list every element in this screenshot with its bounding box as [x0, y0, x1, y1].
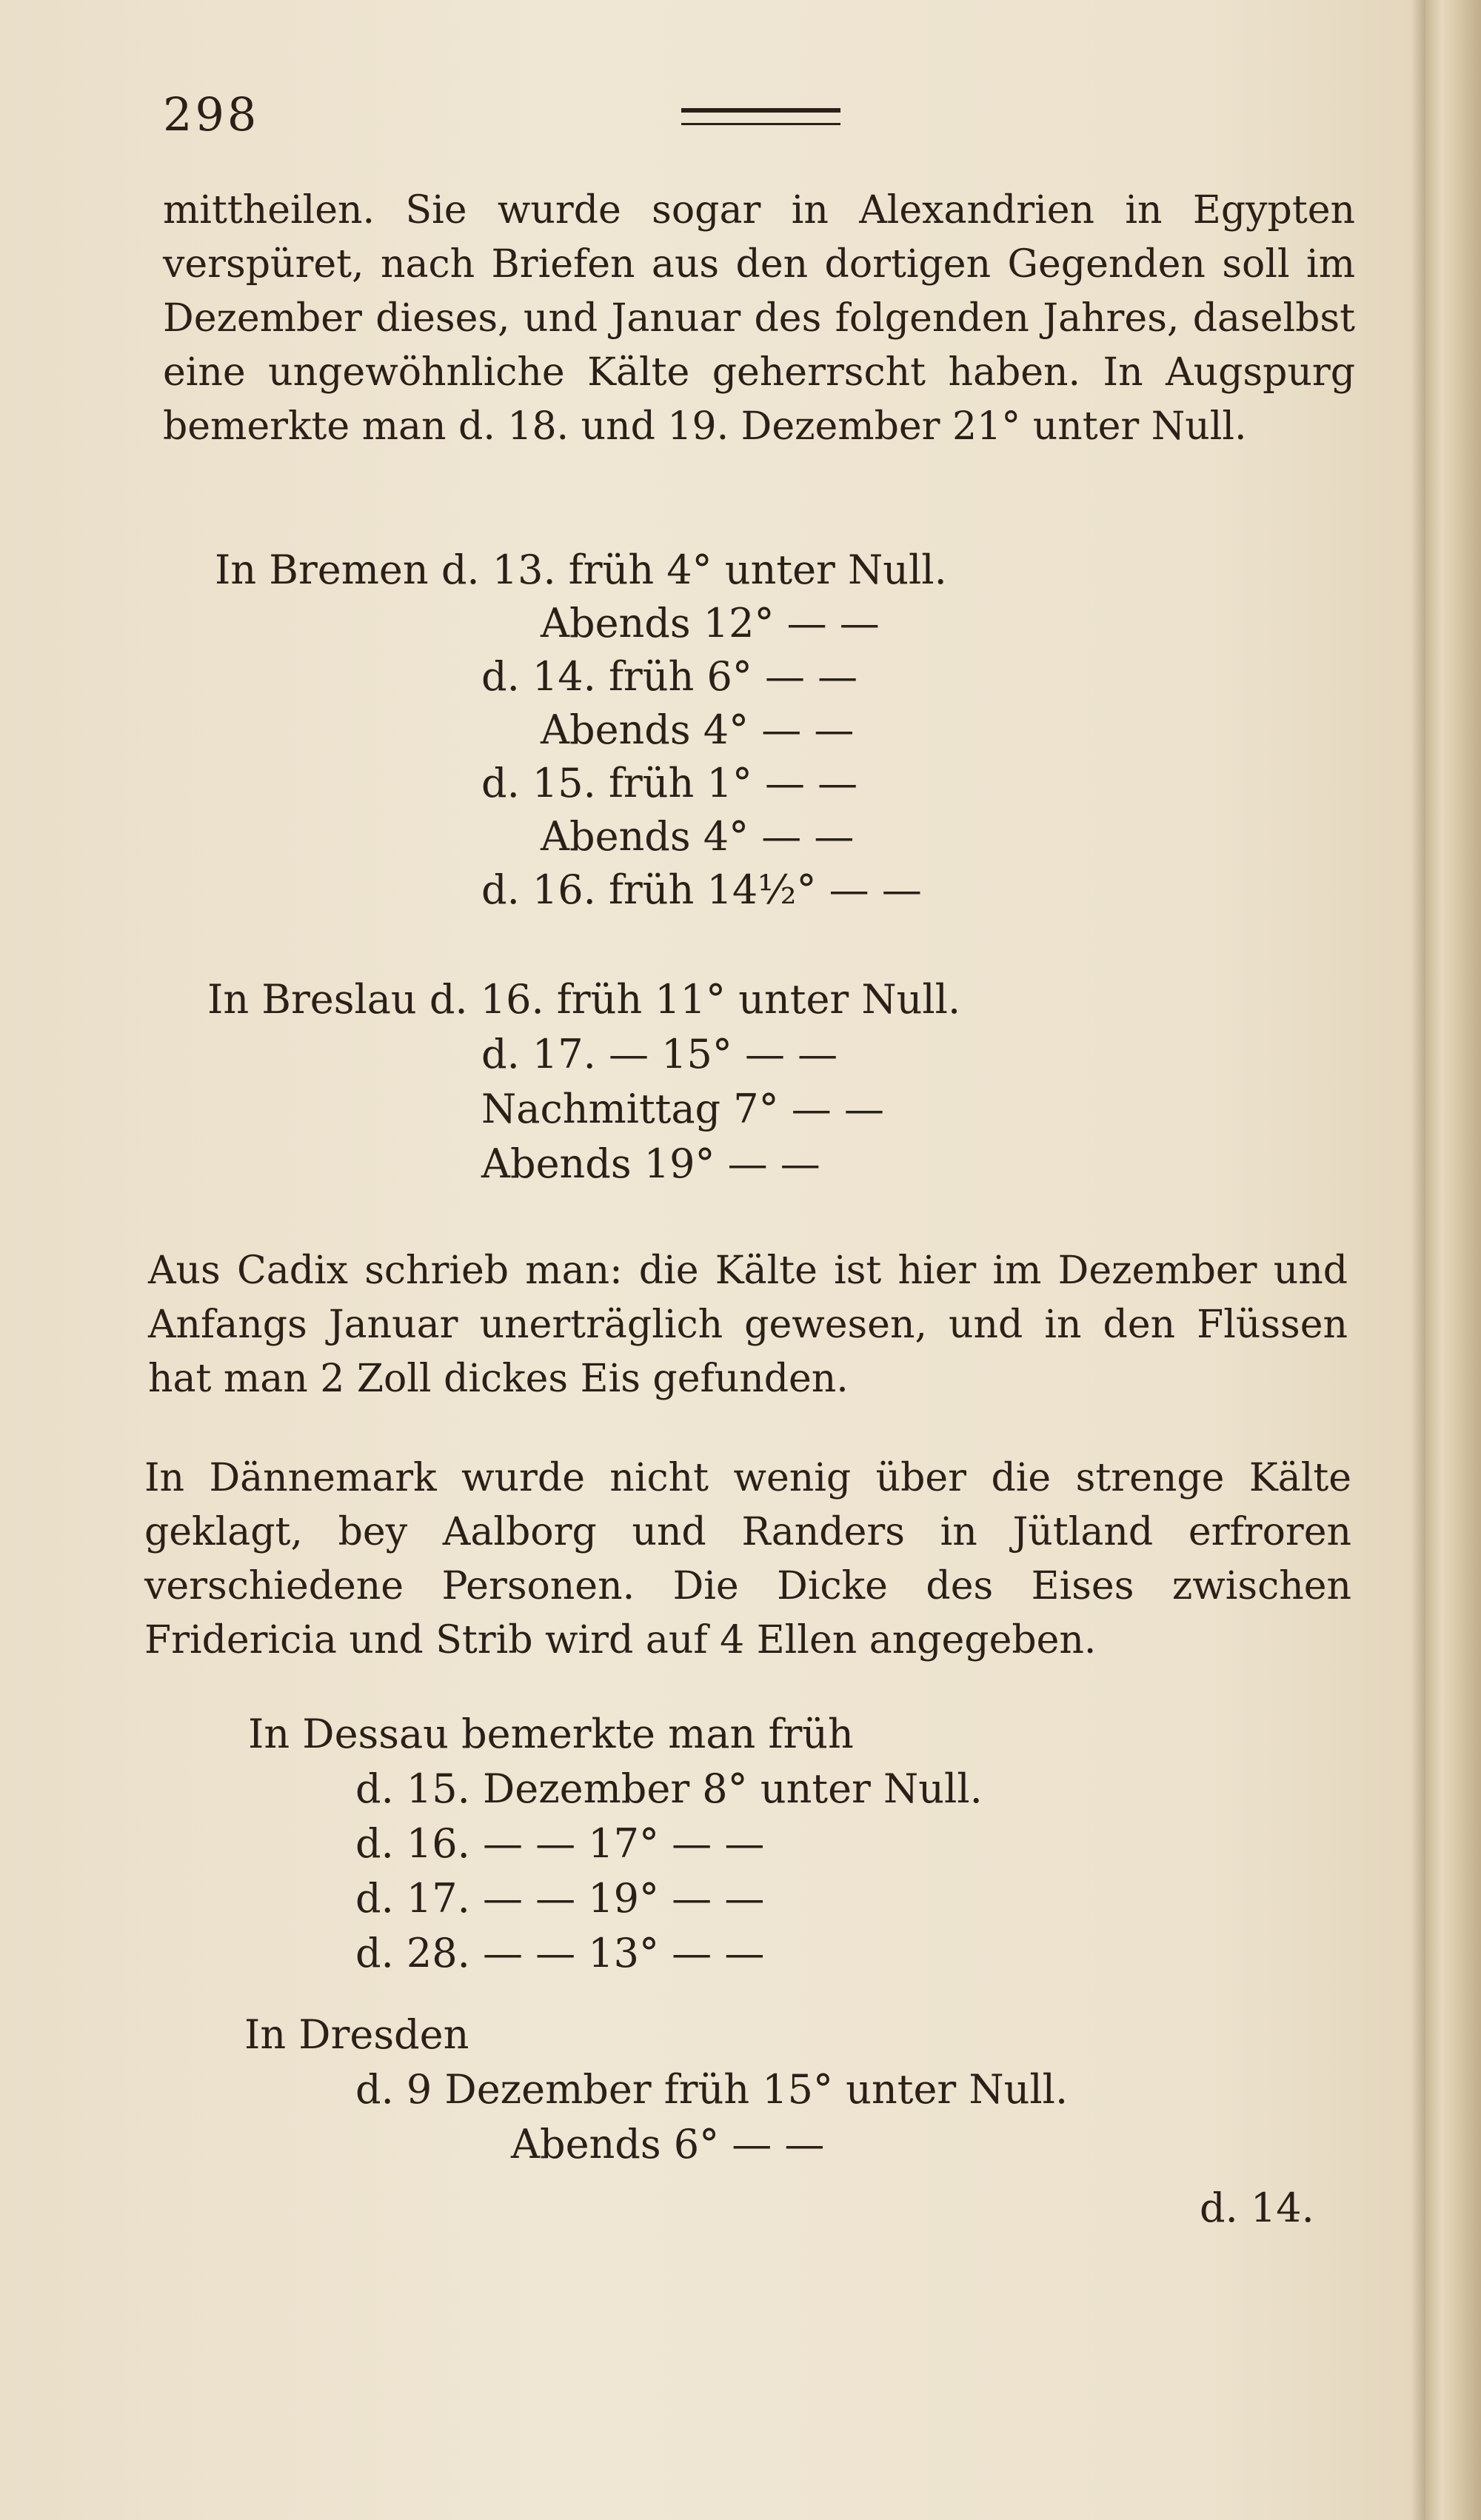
- page-header: [163, 87, 1348, 147]
- dresden-heading: In Dresden: [244, 2011, 469, 2058]
- paragraph-daennemark: In Dännemark wurde nicht wenig über die strenge Kälte geklagt, bey Aalborg und Randers in Jütland erfroren verschiedene Personen. Die Dicke des Eises zwischen Fridericia und Strib wird auf 4 Ellen angegeben.: [144, 1456, 1351, 1662]
- dessau-line: d. 28. — — 13° — —: [355, 1930, 765, 1976]
- page-edge-shadow: [1411, 0, 1425, 2520]
- bremen-line: d. 16. früh 14½° — —: [481, 866, 922, 913]
- bremen-line: Abends 12° — —: [541, 600, 880, 646]
- dresden-line: d. 9 Dezember früh 15° unter Null.: [355, 2066, 1069, 2113]
- bremen-line: Abends 4° — —: [541, 706, 855, 753]
- breslau-line: Abends 19° — —: [481, 1140, 820, 1187]
- dessau-line: d. 16. — — 17° — —: [355, 1820, 765, 1867]
- bremen-line: d. 14. früh 6° — —: [481, 653, 858, 700]
- bremen-line: Abends 4° — —: [541, 813, 855, 860]
- bremen-line: In Bremen d. 13. früh 4° unter Null.: [215, 547, 947, 593]
- book-gutter: [1425, 0, 1481, 2520]
- bremen-line: d. 15. früh 1° — —: [481, 760, 858, 806]
- dresden-line: Abends 6° — —: [511, 2121, 825, 2168]
- dessau-line: d. 17. — — 19° — —: [355, 1875, 765, 1922]
- catchword: d. 14.: [1200, 2185, 1314, 2231]
- header-rule: [681, 108, 840, 125]
- breslau-line: d. 17. — 15° — —: [481, 1031, 838, 1077]
- page-number: 298: [163, 87, 260, 141]
- paragraph-cadix: Aus Cadix schrieb man: die Kälte ist hier im Dezember und Anfangs Januar unerträglich gewesen, und in den Flüssen hat man 2 Zoll dickes Eis gefunden.: [148, 1249, 1348, 1401]
- paragraph-alexandrien: mittheilen. Sie wurde sogar in Alexandrien in Egypten verspüret, nach Briefen aus den dortigen Gegenden soll im Dezember dieses, und Januar des folgenden Jahres, daselbst eine ungewöhnliche Kälte geherrscht haben. In Augspurg bemerkte man d. 18. und 19. Dezember 21° unter Null.: [163, 188, 1355, 449]
- dessau-line: d. 15. Dezember 8° unter Null.: [355, 1765, 983, 1812]
- breslau-line: In Breslau d. 16. früh 11° unter Null.: [207, 976, 961, 1023]
- breslau-line: Nachmittag 7° — —: [481, 1086, 884, 1132]
- dessau-heading: In Dessau bemerkte man früh: [248, 1711, 854, 1757]
